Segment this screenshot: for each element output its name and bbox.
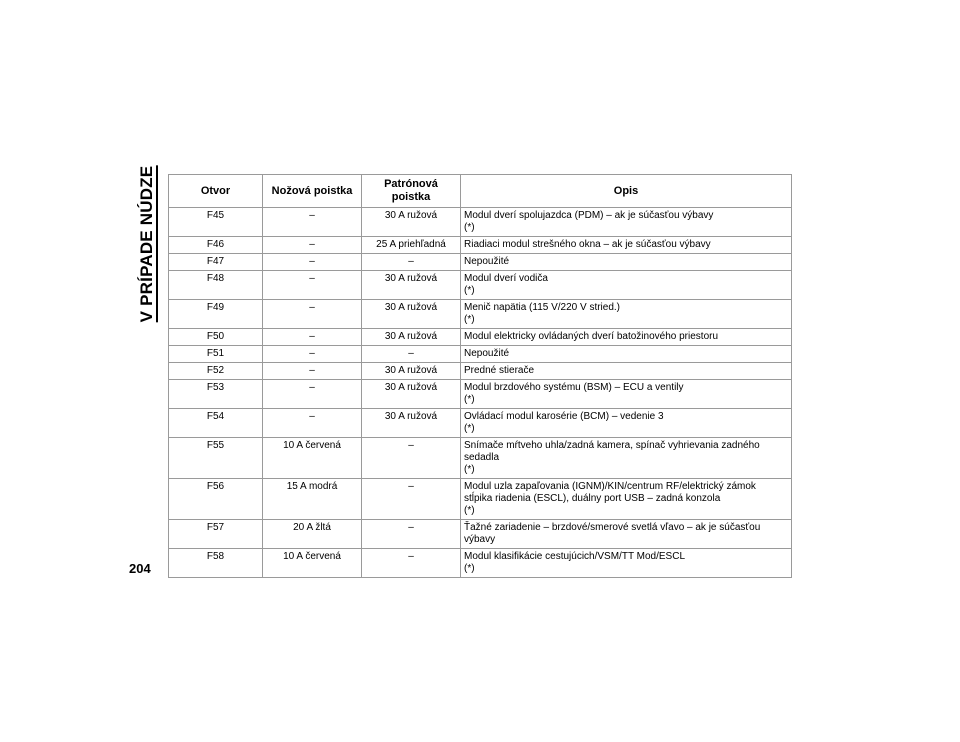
cell-otvor: F56 bbox=[169, 479, 263, 520]
section-side-title bbox=[131, 158, 165, 330]
cell-nozova-poistka: – bbox=[263, 254, 362, 271]
cell-opis bbox=[461, 380, 792, 409]
opis-line: (*) bbox=[464, 505, 475, 516]
cell-patronova-poistka: – bbox=[362, 438, 461, 479]
cell-otvor: F54 bbox=[169, 409, 263, 438]
cell-otvor: F50 bbox=[169, 329, 263, 346]
cell-otvor: F49 bbox=[169, 300, 263, 329]
cell-opis bbox=[461, 271, 792, 300]
cell-opis bbox=[461, 479, 792, 520]
cell-opis bbox=[461, 254, 792, 271]
cell-patronova-poistka: – bbox=[362, 549, 461, 578]
cell-nozova-poistka: – bbox=[263, 329, 362, 346]
cell-nozova-poistka: – bbox=[263, 380, 362, 409]
fuse-table-header bbox=[169, 175, 792, 208]
opis-line: sedadla bbox=[464, 452, 500, 463]
cell-opis bbox=[461, 346, 792, 363]
table-row bbox=[169, 254, 792, 271]
cell-nozova-poistka: 15 A modrá bbox=[263, 479, 362, 520]
header-patronova-poistka: Patrónová poistka bbox=[362, 175, 461, 208]
table-row bbox=[169, 329, 792, 346]
table-row bbox=[169, 438, 792, 479]
opis-line: Nepoužité bbox=[464, 348, 510, 359]
opis-line: (*) bbox=[464, 394, 475, 405]
header-nozova-poistka: Nožová poistka bbox=[263, 175, 362, 208]
opis-line: Snímače mŕtveho uhla/zadná kamera, spínač vyhrievania zadného bbox=[464, 440, 760, 451]
table-row bbox=[169, 237, 792, 254]
opis-line: Modul brzdového systému (BSM) – ECU a ventily bbox=[464, 382, 684, 393]
cell-otvor: F45 bbox=[169, 208, 263, 237]
cell-patronova-poistka: 30 A ružová bbox=[362, 300, 461, 329]
cell-patronova-poistka: – bbox=[362, 254, 461, 271]
opis-line: Menič napätia (115 V/220 V stried.) bbox=[464, 302, 621, 313]
cell-otvor: F51 bbox=[169, 346, 263, 363]
cell-opis bbox=[461, 520, 792, 549]
cell-patronova-poistka: 30 A ružová bbox=[362, 363, 461, 380]
table-row bbox=[169, 346, 792, 363]
cell-otvor: F52 bbox=[169, 363, 263, 380]
opis-line: Modul klasifikácie cestujúcich/VSM/TT Mod/ESCL bbox=[464, 551, 686, 562]
table-row bbox=[169, 300, 792, 329]
cell-otvor: F58 bbox=[169, 549, 263, 578]
cell-patronova-poistka: 30 A ružová bbox=[362, 329, 461, 346]
cell-otvor: F55 bbox=[169, 438, 263, 479]
opis-line: (*) bbox=[464, 285, 475, 296]
cell-opis bbox=[461, 329, 792, 346]
opis-line: Modul uzla zapaľovania (IGNM)/KIN/centrum RF/elektrický zámok bbox=[464, 481, 756, 492]
table-row bbox=[169, 479, 792, 520]
cell-nozova-poistka: – bbox=[263, 409, 362, 438]
opis-line: Modul dverí spolujazdca (PDM) – ak je súčasťou výbavy bbox=[464, 210, 714, 221]
page-number: 204 bbox=[129, 561, 151, 576]
table-row bbox=[169, 520, 792, 549]
cell-nozova-poistka: 20 A žltá bbox=[263, 520, 362, 549]
opis-line: (*) bbox=[464, 563, 475, 574]
opis-line: (*) bbox=[464, 423, 475, 434]
cell-otvor: F53 bbox=[169, 380, 263, 409]
section-title-text: V PRÍPADE NÚDZE bbox=[137, 165, 156, 323]
cell-opis bbox=[461, 300, 792, 329]
cell-patronova-poistka: 30 A ružová bbox=[362, 380, 461, 409]
cell-opis bbox=[461, 549, 792, 578]
cell-patronova-poistka: 30 A ružová bbox=[362, 208, 461, 237]
header-otvor: Otvor bbox=[169, 175, 263, 208]
cell-patronova-poistka: – bbox=[362, 520, 461, 549]
cell-opis bbox=[461, 363, 792, 380]
table-row bbox=[169, 409, 792, 438]
opis-line: (*) bbox=[464, 222, 475, 233]
opis-line: Predné stierače bbox=[464, 365, 535, 376]
cell-otvor: F46 bbox=[169, 237, 263, 254]
cell-patronova-poistka: 30 A ružová bbox=[362, 409, 461, 438]
opis-line: Ťažné zariadenie – brzdové/smerové svetlá vľavo – ak je súčasťou bbox=[464, 522, 761, 533]
opis-line: Modul elektricky ovládaných dverí batožinového priestoru bbox=[464, 331, 719, 342]
cell-opis bbox=[461, 237, 792, 254]
table-row bbox=[169, 208, 792, 237]
opis-line: Modul dverí vodiča bbox=[464, 273, 548, 284]
table-row bbox=[169, 549, 792, 578]
opis-line: (*) bbox=[464, 314, 475, 325]
cell-otvor: F57 bbox=[169, 520, 263, 549]
cell-patronova-poistka: – bbox=[362, 479, 461, 520]
cell-nozova-poistka: – bbox=[263, 363, 362, 380]
cell-nozova-poistka: – bbox=[263, 271, 362, 300]
fuse-table bbox=[168, 174, 792, 578]
cell-nozova-poistka: – bbox=[263, 300, 362, 329]
opis-line: Nepoužité bbox=[464, 256, 510, 267]
table-row bbox=[169, 271, 792, 300]
cell-nozova-poistka: 10 A červená bbox=[263, 438, 362, 479]
opis-line: Ovládací modul karosérie (BCM) – vedenie 3 bbox=[464, 411, 664, 422]
cell-patronova-poistka: 30 A ružová bbox=[362, 271, 461, 300]
cell-otvor: F47 bbox=[169, 254, 263, 271]
cell-otvor: F48 bbox=[169, 271, 263, 300]
cell-opis bbox=[461, 438, 792, 479]
header-opis: Opis bbox=[461, 175, 792, 208]
cell-patronova-poistka: – bbox=[362, 346, 461, 363]
cell-nozova-poistka: – bbox=[263, 237, 362, 254]
table-row bbox=[169, 380, 792, 409]
fuse-table-body bbox=[169, 208, 792, 578]
cell-nozova-poistka: – bbox=[263, 208, 362, 237]
opis-line: (*) bbox=[464, 464, 475, 475]
cell-nozova-poistka: – bbox=[263, 346, 362, 363]
opis-line: stĺpika riadenia (ESCL), duálny port USB – zadná konzola bbox=[464, 493, 721, 504]
cell-nozova-poistka: 10 A červená bbox=[263, 549, 362, 578]
opis-line: Riadiaci modul strešného okna – ak je súčasťou výbavy bbox=[464, 239, 711, 250]
cell-patronova-poistka: 25 A priehľadná bbox=[362, 237, 461, 254]
table-row bbox=[169, 363, 792, 380]
header-row bbox=[169, 175, 792, 208]
cell-opis bbox=[461, 208, 792, 237]
opis-line: výbavy bbox=[464, 534, 496, 545]
cell-opis bbox=[461, 409, 792, 438]
